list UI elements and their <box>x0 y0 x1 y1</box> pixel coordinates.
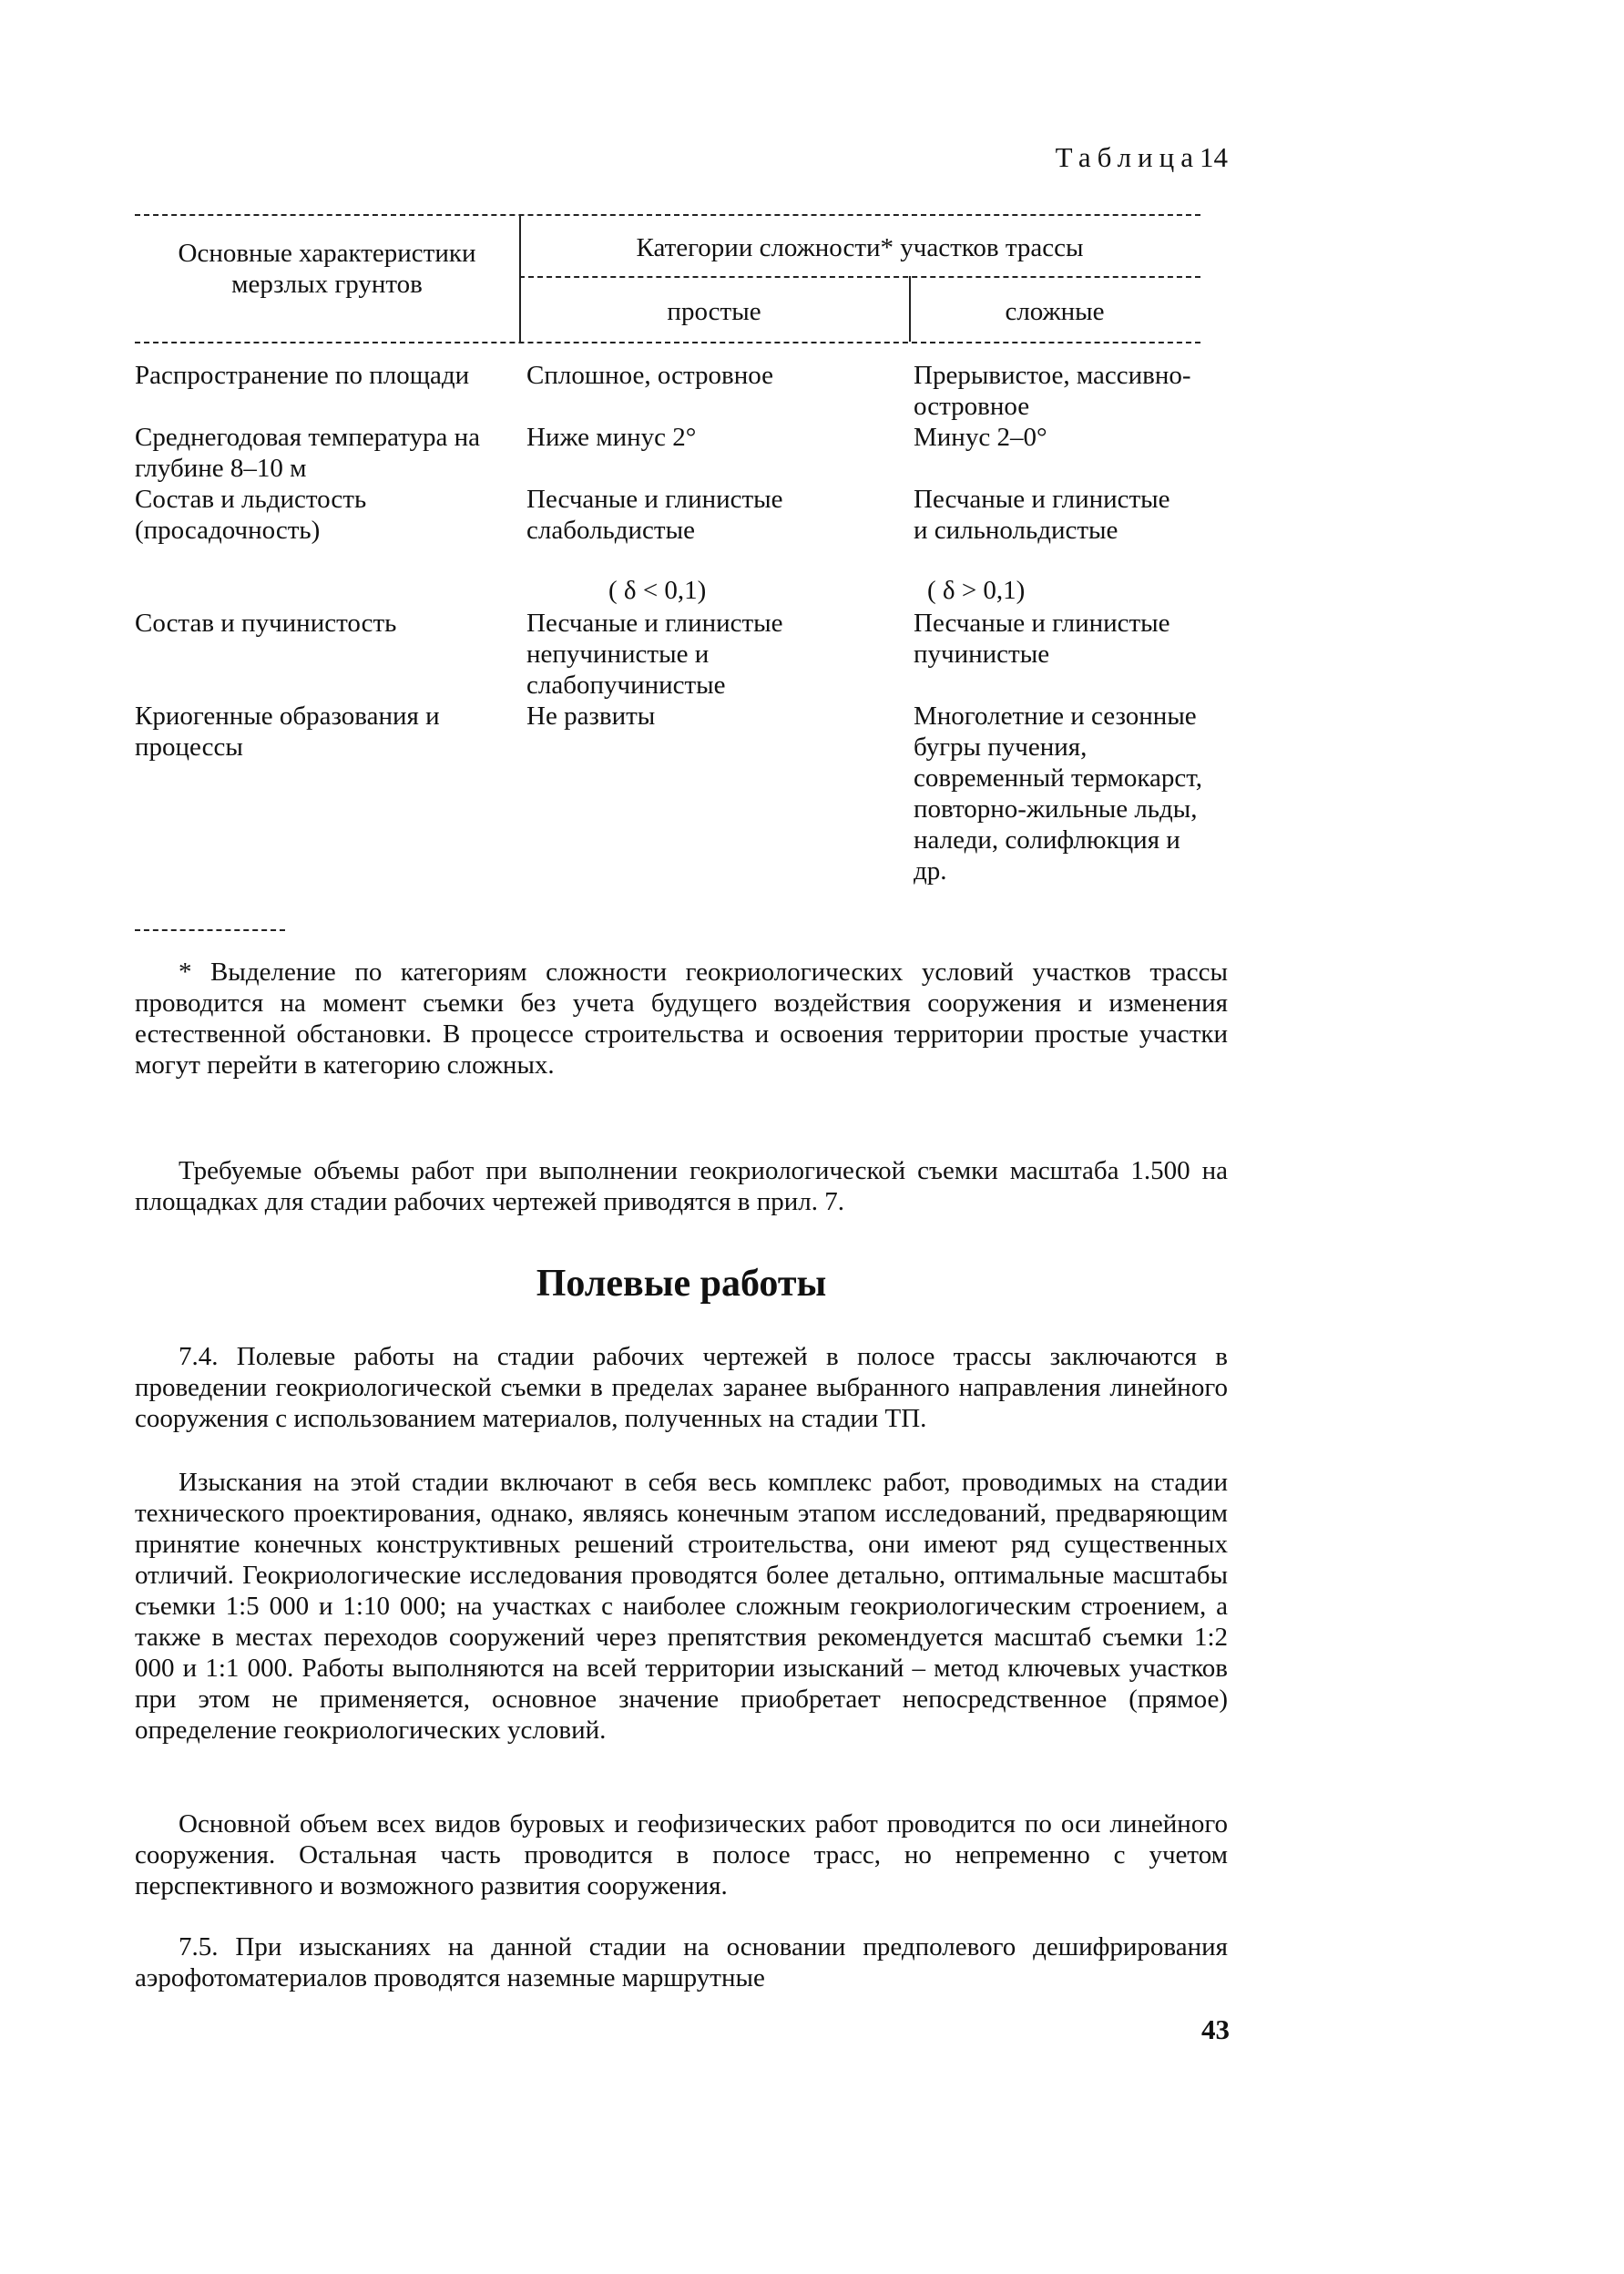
table-footnote: * Выделение по категориям сложности геокриологических условий участков трассы проводится на момент съемки без учета будущего воздействия сооружения и изменения естественной обстановки. В процессе строительства и освоения территории простые участки могут перейти в категорию сложных. <box>135 958 1228 1080</box>
cell-complex-formula: ( δ > 0,1) <box>927 576 1026 605</box>
cell-simple: Песчаные и глинистые непучинистые и слабопучинистые <box>526 609 783 700</box>
table-title-number: 14 <box>1200 141 1228 173</box>
cell-simple: Сплошное, островное <box>526 361 773 390</box>
cell-simple: Ниже минус 2° <box>526 423 697 452</box>
table-header-bottom-rule <box>135 342 1200 343</box>
cell-simple: Не развиты <box>526 702 656 731</box>
cell-characteristic: Среднегодовая температура на глубине 8–10 м <box>135 423 481 483</box>
cell-simple-formula: ( δ < 0,1) <box>608 576 707 605</box>
cell-characteristic: Состав и пучинистость <box>135 609 397 638</box>
cell-characteristic: Распространение по площади <box>135 361 470 390</box>
cell-complex: Песчаные и глинистые и сильнольдистые <box>914 485 1170 545</box>
table-top-rule <box>135 214 1200 216</box>
paragraph-work-volumes: Требуемые объемы работ при выполнении геокриологической съемки масштаба 1.500 на площадках для стадии рабочих чертежей приводятся в прил. 7. <box>135 1156 1228 1216</box>
header-complexity-categories: Категории сложности* участков трассы <box>636 233 1084 262</box>
table-title-word: Таблица <box>1055 141 1200 173</box>
cell-complex: Песчаные и глинистые пучинистые <box>914 609 1170 669</box>
header-simple: простые <box>667 297 761 326</box>
page-number: 43 <box>1201 2013 1230 2045</box>
paragraph-7-4: 7.4. Полевые работы на стадии рабочих чертежей в полосе трассы заключаются в проведении геокриологической съемки в пределах заранее выбранного направления линейного сооружения с использованием материалов, полученных на стадии ТП. <box>135 1342 1228 1433</box>
cell-characteristic: Состав и льдистость (просадочность) <box>135 485 367 545</box>
paragraph-7-5: 7.5. При изысканиях на данной стадии на основании предполевого дешифрирования аэрофотоматериалов проводятся наземные маршрутные <box>135 1932 1228 1992</box>
table-group-rule <box>519 276 1200 278</box>
cell-characteristic: Криогенные образования и процессы <box>135 702 440 762</box>
cell-simple: Песчаные и глинистые слабольдистые <box>526 485 783 545</box>
cell-complex: Минус 2–0° <box>914 423 1047 452</box>
header-characteristics: Основные характеристики мерзлых грунтов <box>178 239 476 299</box>
paragraph-drilling: Основной объем всех видов буровых и геофизических работ проводится по оси линейного сооружения. Остальная часть проводится в полосе трасс, но непременно с учетом перспективного и возможного развития сооружения. <box>135 1809 1228 1900</box>
paragraph-survey-stage: Изыскания на этой стадии включают в себя весь комплекс работ, проводимых на стадии технического проектирования, однако, являясь конечным этапом исследований, предваряющим принятие конечных конструктивных решений строительства, они имеют ряд существенных отличий. Геокриологические исследования проводятся более детально, оптимальные масштабы съемки 1:5 000 и 1:10 000; на участках с наиболее сложным геокриологическим строением, а также в местах переходов сооружений через препятствия рекомендуется масштаб съемки 1:2 000 и 1:1 000. Работы выполняются на всей территории изысканий – метод ключевых участков при этом не применяется, основное значение приобретает непосредственное (прямое) определение геокриологических условий. <box>135 1468 1228 1745</box>
table-title <box>1056 141 1228 174</box>
cell-complex: Прерывистое, массивно-островное <box>914 361 1191 421</box>
footnote-rule <box>135 929 285 931</box>
section-heading: Полевые работы <box>536 1263 827 1305</box>
header-complex: сложные <box>1005 297 1105 326</box>
cell-complex: Многолетние и сезонные бугры пучения, современный термокарст, повторно-жильные льды, наледи, солифлюкция и др. <box>914 702 1203 886</box>
